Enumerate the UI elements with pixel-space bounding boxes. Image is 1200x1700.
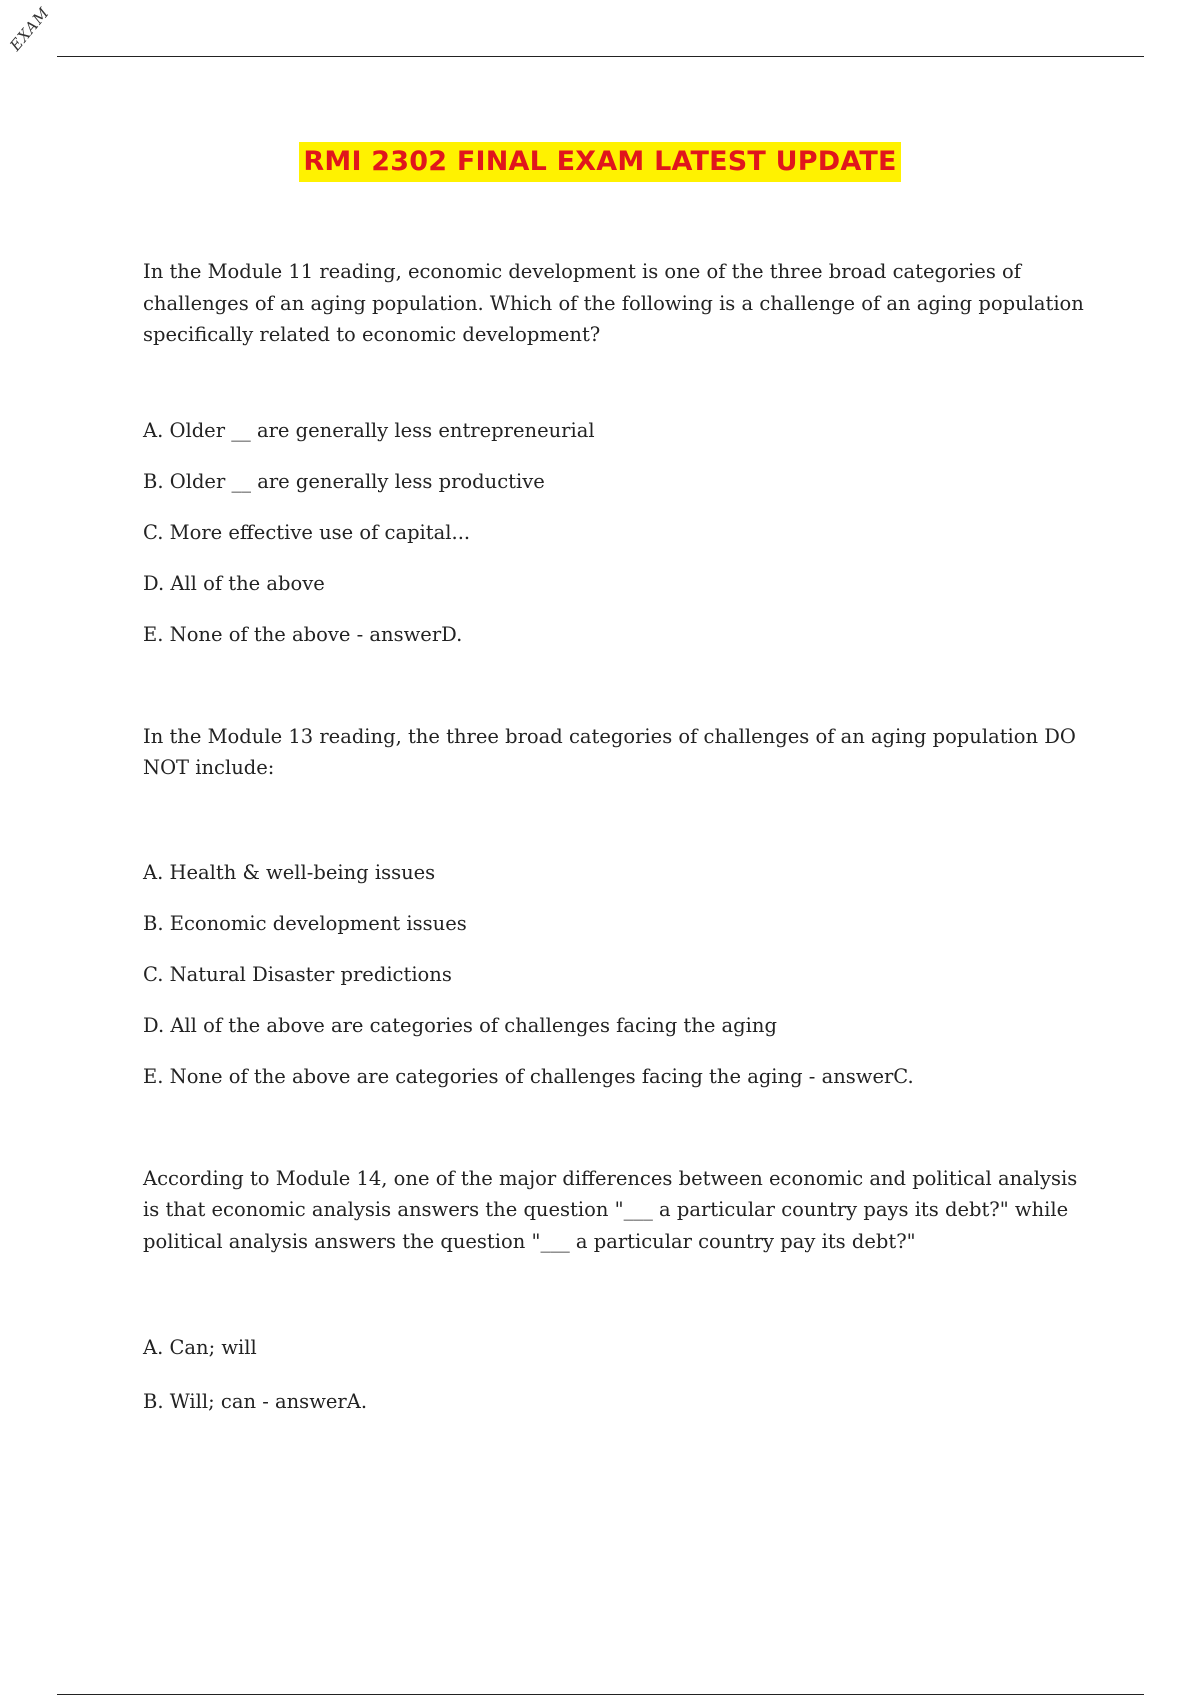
option-b: B. Older __ are generally less productive xyxy=(143,469,545,493)
option-a: A. Can; will xyxy=(143,1336,257,1359)
question-text: In the Module 13 reading, the three broad categories of challenges of an aging population DO NOT include: xyxy=(143,724,1076,779)
option-e: E. None of the above - answerD. xyxy=(143,622,463,646)
option-b: B. Economic development issues xyxy=(143,911,467,935)
answer-options xyxy=(143,1334,1093,1416)
option-a: A. Older __ are generally less entrepreneurial xyxy=(143,418,595,442)
option-c: C. Natural Disaster predictions xyxy=(143,962,452,986)
question-text: In the Module 11 reading, economic development is one of the three broad categories of challenges of an aging population. Which of the following is a challenge of an aging population specifically related to economic development? xyxy=(143,260,1084,346)
answer-options xyxy=(143,417,1093,649)
header-rule xyxy=(57,56,1144,57)
exam-content xyxy=(143,256,1093,1416)
option-d: D. All of the above xyxy=(143,571,325,595)
option-e: E. None of the above are categories of challenges facing the aging - answerC. xyxy=(143,1064,914,1088)
question-3 xyxy=(143,1163,1093,1417)
option-d: D. All of the above are categories of challenges facing the aging xyxy=(143,1013,777,1037)
question-1 xyxy=(143,256,1093,649)
footer-rule xyxy=(57,1694,1144,1695)
question-text: According to Module 14, one of the major differences between economic and political analysis is that economic analysis answers the question "___ a particular country pays its debt?" while political analysis answers the question "___ a particular country pay its debt?" xyxy=(143,1166,1078,1253)
document-title: RMI 2302 FINAL EXAM LATEST UPDATE xyxy=(299,142,900,182)
option-b: B. Will; can - answerA. xyxy=(143,1390,368,1413)
question-2 xyxy=(143,721,1093,1091)
title-container xyxy=(0,142,1200,182)
exam-watermark: EXAM xyxy=(6,3,54,55)
option-c: C. More effective use of capital... xyxy=(143,520,471,544)
answer-options xyxy=(143,859,1093,1091)
option-a: A. Health & well-being issues xyxy=(143,860,436,884)
